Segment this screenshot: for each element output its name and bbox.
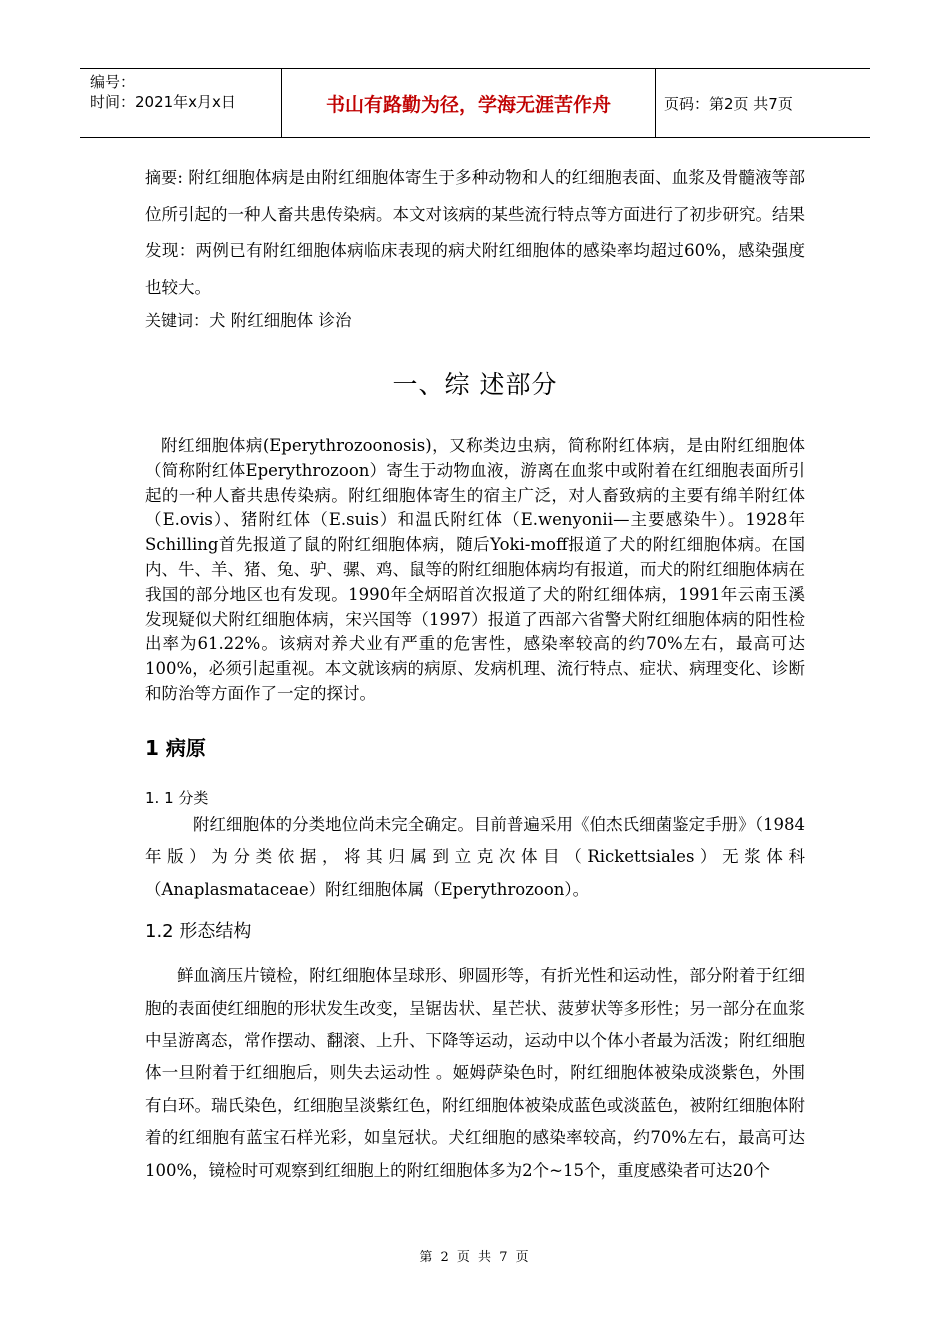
morphology-paragraph: 鲜血滴压片镜检，附红细胞体呈球形、卵圆形等，有折光性和运动性，部分附着于红细胞的表面使红细胞的形状发生改变，呈锯齿状、星芒状、菠萝状等多形性；另一部分在血浆中呈游离态，常作摆动、翻滚、上升、下降等运动，运动中以个体小者最为活泼；附红细胞体一旦附着于红细胞后，则失去运动性 。姬姆萨染色时，附红细胞体被染成淡紫色，外围有白环。瑞氏染色，红细胞呈淡紫红色，附红细胞体被染成蓝色或淡蓝色，被附红细胞体附着的红细胞有蓝宝石样光彩，如皇冠状。犬红细胞的感染率较高，约70%左右，最高可达100%，镜检时可观察到红细胞上的附红细胞体多为2个~15个，重度感染者可达20个 bbox=[145, 966, 805, 1180]
subsection-title-classification: 1. 1 分类 bbox=[145, 788, 209, 807]
header-meta bbox=[80, 69, 282, 137]
keywords-text: 犬 附红细胞体 诊治 bbox=[209, 311, 352, 330]
header-page-info: 页码：第2页 共7页 bbox=[664, 94, 793, 113]
keywords bbox=[145, 307, 805, 335]
chapter-title: 一、综 述部分 bbox=[392, 370, 558, 399]
document-number-label: 编号： bbox=[90, 73, 136, 91]
page-footer: 第 2 页 共 7 页 bbox=[419, 1250, 531, 1265]
abstract-label: 摘要 bbox=[145, 168, 178, 187]
document-date: 时间：2021年x月x日 bbox=[90, 93, 236, 111]
page-header bbox=[80, 68, 870, 138]
classification-paragraph: 附红细胞体的分类地位尚未完全确定。目前普遍采用《伯杰氏细菌鉴定手册》（1984年版）为分类依据，将其归属到立克次体目（Rickettsiales）无浆体科（Anaplasmataceae）附红细胞体属（Eperythrozoon）。 bbox=[145, 814, 805, 899]
section-title-pathogen: 1 病原 bbox=[145, 735, 206, 760]
abstract-text: : 附红细胞体病是由附红细胞体寄生于多种动物和人的红细胞表面、血浆及骨髓液等部位所引起的一种人畜共患传染病。本文对该病的某些流行特点等方面进行了初步研究。结果发现：两例已有附红细胞体病临床表现的病犬附红细胞体的感染率均超过60%，感染强度也较大。 bbox=[145, 168, 805, 297]
header-motto: 书山有路勤为径，学海无涯苦作舟 bbox=[282, 69, 656, 137]
intro-paragraph: 附红细胞体病(Eperythrozoonosis)，又称类边虫病，简称附红体病，是由附红细胞体（简称附红体Eperythrozoon）寄生于动物血液，游离在血浆中或附着在红细胞表面所引起的一种人畜共患传染病。附红细胞体寄生的宿主广泛，对人畜致病的主要有绵羊附红体（E.ovis）、猪附红体（E.suis）和温氏附红体（E.wenyonii—主要感染牛）。1928年Schilling首先报道了鼠的附红细胞体病，随后Yoki-moff报道了犬的附红细胞体病。在国内、牛、羊、猪、兔、驴、骡、鸡、鼠等的附红细胞体病均有报道，而犬的附红细胞体病在我国的部分地区也有发现。1990年全炳昭首次报道了犬的附红细体病，1991年云南玉溪发现疑似犬附红细胞体病，宋兴国等（1997）报道了西部六省警犬附红细胞体病的阳性检出率为61.22%。该病对养犬业有严重的危害性，感染率较高的约70%左右，最高可达100%，必须引起重视。本文就该病的病原、发病机理、流行特点、症状、病理变化、诊断和防治等方面作了一定的探讨。 bbox=[145, 436, 805, 703]
keywords-label: 关键词： bbox=[145, 311, 210, 330]
abstract bbox=[145, 160, 805, 306]
document-body bbox=[145, 160, 805, 1187]
subsection-title-morphology: 1.2 形态结构 bbox=[145, 921, 252, 943]
